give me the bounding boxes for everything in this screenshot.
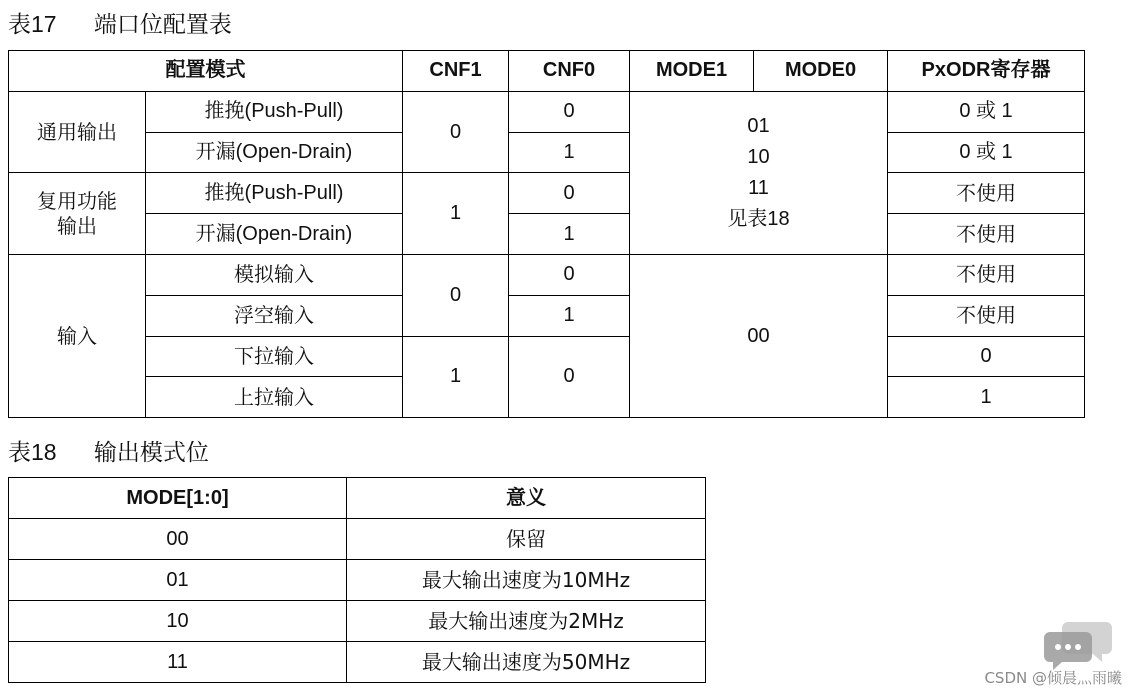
cnf0-cell: 1 [509, 295, 630, 336]
mode-cell: 开漏(Open-Drain) [146, 132, 403, 173]
header-cnf0: CNF0 [509, 51, 630, 92]
table18-number: 表18 [8, 439, 57, 465]
meaning-cell: 最大输出速度为10MHz [347, 560, 706, 601]
table-row [9, 642, 706, 683]
cnf0-cell: 0 [509, 173, 630, 214]
pxodr-cell: 不使用 [888, 214, 1085, 255]
table18-caption [8, 437, 209, 468]
output-mode-bits-table [8, 477, 706, 683]
pxodr-cell: 1 [888, 377, 1085, 418]
header-config-mode: 配置模式 [9, 51, 403, 92]
table-row [9, 132, 1085, 173]
table-row [9, 560, 706, 601]
table-row [9, 254, 1085, 295]
mode-bits-cell: 00 [9, 519, 347, 560]
pxodr-cell: 0 [888, 336, 1085, 377]
mode-output-value: 11 [748, 176, 769, 199]
mode-output-ref: 见表18 [727, 207, 790, 230]
mode-bits-cell: 10 [9, 601, 347, 642]
csdn-watermark [922, 616, 1122, 688]
header-mode0: MODE0 [754, 51, 888, 92]
group-af-output-line1: 复用功能 [37, 188, 117, 213]
cnf1-cell: 0 [403, 91, 509, 173]
cnf0-cell: 0 [509, 91, 630, 132]
group-af-output-line2: 输出 [57, 213, 97, 238]
mode-output-value: 10 [747, 145, 770, 168]
mode-bits-cell: 01 [9, 560, 347, 601]
meaning-cell: 保留 [347, 519, 706, 560]
meaning-cell: 最大输出速度为2MHz [347, 601, 706, 642]
group-gp-output: 通用输出 [9, 91, 146, 173]
mode-output-cell [630, 91, 888, 254]
mode-output-value: 01 [747, 114, 770, 137]
mode-cell: 推挽(Push-Pull) [146, 173, 403, 214]
cnf1-cell: 1 [403, 173, 509, 255]
table18-header-row [9, 478, 706, 519]
watermark-text: CSDN @倾晨灬雨曦 [984, 669, 1122, 687]
table-row [9, 295, 1085, 336]
meaning-cell: 最大输出速度为50MHz [347, 642, 706, 683]
cnf0-cell: 1 [509, 214, 630, 255]
group-af-output [9, 173, 146, 255]
mode-cell: 开漏(Open-Drain) [146, 214, 403, 255]
pxodr-cell: 不使用 [888, 173, 1085, 214]
mode-cell: 浮空输入 [146, 295, 403, 336]
cnf1-cell: 0 [403, 254, 509, 336]
cnf0-cell: 0 [509, 254, 630, 295]
mode-cell: 上拉输入 [146, 377, 403, 418]
header-mode1: MODE1 [630, 51, 754, 92]
table-row [9, 601, 706, 642]
table-row [9, 214, 1085, 255]
pxodr-cell: 不使用 [888, 254, 1085, 295]
pxodr-cell: 不使用 [888, 295, 1085, 336]
pxodr-cell: 0 或 1 [888, 132, 1085, 173]
header-mode-bits: MODE[1:0] [9, 478, 347, 519]
cnf0-cell: 0 [509, 336, 630, 418]
mode-input-cell: 00 [630, 254, 888, 417]
mode-cell: 推挽(Push-Pull) [146, 91, 403, 132]
group-input: 输入 [9, 254, 146, 417]
table17-caption [8, 9, 232, 40]
table18-title: 输出模式位 [93, 440, 209, 466]
mode-cell: 下拉输入 [146, 336, 403, 377]
header-meaning: 意义 [347, 478, 706, 519]
mode-cell: 模拟输入 [146, 254, 403, 295]
pxodr-cell: 0 或 1 [888, 91, 1085, 132]
cnf0-cell: 1 [509, 132, 630, 173]
header-pxodr: PxODR寄存器 [888, 51, 1085, 92]
table-row [9, 336, 1085, 377]
table17-title: 端口位配置表 [93, 12, 232, 38]
chat-bubble-icon [1042, 616, 1114, 672]
table17-header-row [9, 51, 1085, 92]
table-row [9, 519, 706, 560]
cnf1-cell: 1 [403, 336, 509, 418]
table17-number: 表17 [8, 11, 57, 37]
table-row [9, 91, 1085, 132]
table-row [9, 173, 1085, 214]
port-bit-config-table [8, 50, 1085, 418]
mode-bits-cell: 11 [9, 642, 347, 683]
header-cnf1: CNF1 [403, 51, 509, 92]
